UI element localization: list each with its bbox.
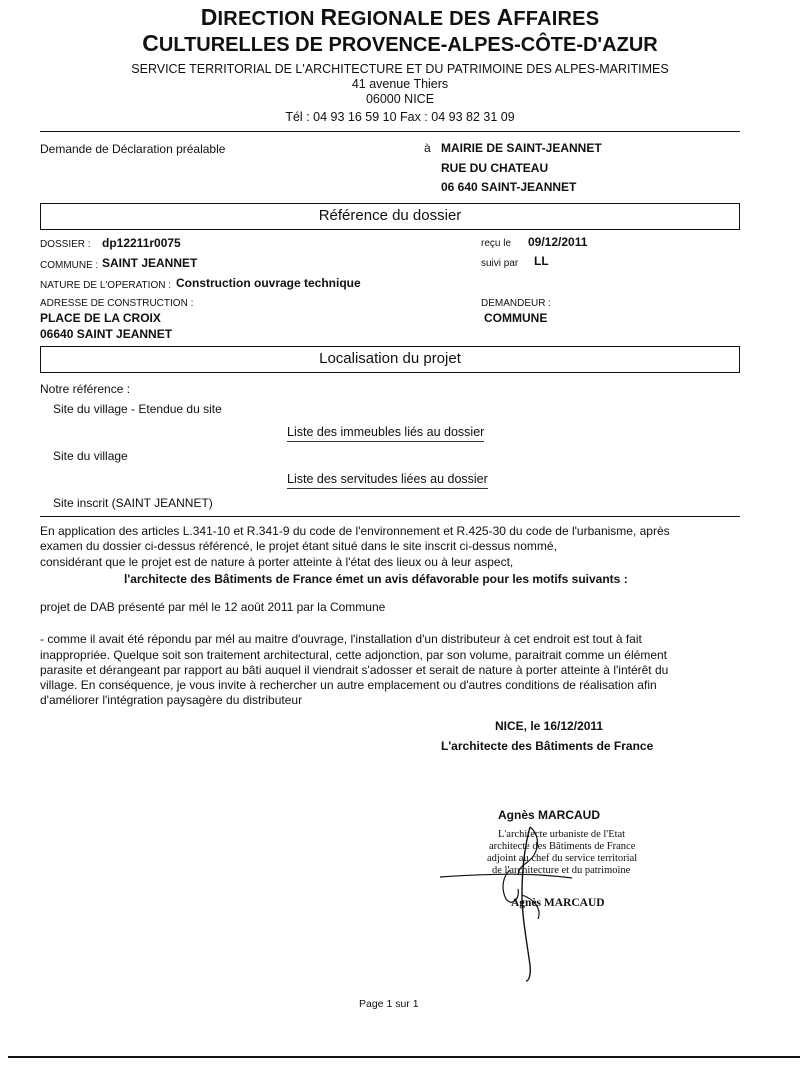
dossier-value: dp12211r0075 bbox=[102, 236, 181, 250]
stamp-line-4: de l'architecture et du patrimoine bbox=[492, 865, 631, 876]
reason-line-3: parasite et dérangeant par rapport au bâti auquel il viendrait s'adosser et serait de nature à porter atteinte à l'intérêt du bbox=[40, 663, 669, 677]
followed-label: suivi par bbox=[481, 258, 519, 269]
received-label: reçu le bbox=[481, 238, 512, 249]
request-type: Demande de Déclaration préalable bbox=[40, 142, 226, 156]
stamp-line-3: adjoint au chef du service territorial bbox=[487, 853, 638, 864]
header-street: 41 avenue Thiers bbox=[351, 77, 449, 91]
body-divider bbox=[40, 516, 740, 517]
applicant-value: COMMUNE bbox=[484, 311, 548, 325]
stamp-line-1: L'architecte urbaniste de l'Etat bbox=[498, 829, 626, 840]
dossier-label: DOSSIER : bbox=[40, 239, 91, 250]
reason-line-4: village. En conséquence, je vous invite à rechercher un autre emplacement ou d'autres conditions de réalisation afin bbox=[40, 678, 657, 692]
application-line-3: considérant que le projet est de nature à porter atteinte à l'état des lieux ou à leur aspect, bbox=[40, 555, 514, 569]
recipient-line2: RUE DU CHATEAU bbox=[441, 161, 549, 175]
address-label: ADRESSE DE CONSTRUCTION : bbox=[40, 298, 194, 309]
nature-label: NATURE DE L'OPERATION : bbox=[40, 280, 172, 291]
dossier-section-title: Référence du dossier bbox=[318, 207, 462, 224]
reason-line-1: - comme il avait été répondu par mél au maitre d'ouvrage, l'installation d'un distributeur à cet endroit est tout à fait bbox=[40, 632, 642, 646]
page-number: Page 1 sur 1 bbox=[359, 998, 419, 1010]
reason-line-5: d'améliorer l'intégration paysagère du distributeur bbox=[40, 693, 303, 707]
recipient-line1: MAIRIE DE SAINT-JEANNET bbox=[441, 141, 602, 155]
our-reference: Notre référence : bbox=[40, 382, 131, 396]
servitudes-list-link[interactable]: Liste des servitudes liées au dossier bbox=[287, 472, 488, 489]
recipient-line3: 06 640 SAINT-JEANNET bbox=[441, 180, 577, 194]
site-2: Site du village bbox=[53, 449, 128, 463]
application-line-1: En application des articles L.341-10 et R.341-9 du code de l'environnement et R.425-30 du code de l'urbanisme, après bbox=[40, 524, 670, 538]
header-divider bbox=[40, 131, 740, 132]
application-line-2: examen du dossier ci-dessus référencé, le projet étant situé dans le site inscrit ci-dessus nommé, bbox=[40, 539, 557, 553]
stamp-name: Agnès MARCAUD bbox=[511, 897, 605, 909]
site-1: Site du village - Etendue du site bbox=[53, 402, 222, 416]
header-title-line2: CULTURELLES DE PROVENCE-ALPES-CÔTE-D'AZUR bbox=[142, 30, 658, 56]
buildings-list-link[interactable]: Liste des immeubles liés au dossier bbox=[287, 425, 484, 442]
commune-label: COMMUNE : bbox=[40, 260, 99, 271]
header-title-line1: DIRECTION REGIONALE DES AFFAIRES bbox=[200, 4, 600, 30]
site-3: Site inscrit (SAINT JEANNET) bbox=[53, 496, 213, 510]
applicant-label: DEMANDEUR : bbox=[481, 298, 552, 309]
project-note: projet de DAB présenté par mél le 12 août 2011 par la Commune bbox=[40, 600, 386, 614]
recipient-prefix: à bbox=[424, 141, 431, 155]
reason-line-2: inappropriée. Quelque soit son traitement architectural, cette adjonction, par son volume, paraitrait comme un élément bbox=[40, 648, 667, 662]
header-service: SERVICE TERRITORIAL DE L'ARCHITECTURE ET DU PATRIMOINE DES ALPES-MARITIMES bbox=[131, 62, 669, 76]
stamp-line-2: architecte des Bâtiments de France bbox=[489, 841, 636, 852]
nature-value: Construction ouvrage technique bbox=[176, 276, 361, 290]
verdict: l'architecte des Bâtiments de France émet un avis défavorable pour les motifs suivants : bbox=[124, 572, 628, 586]
handwritten-signature bbox=[430, 815, 590, 985]
dossier-section-header bbox=[40, 203, 740, 230]
followed-value: LL bbox=[534, 254, 549, 268]
localisation-section-header bbox=[40, 346, 740, 373]
address-line1: PLACE DE LA CROIX bbox=[40, 311, 161, 325]
received-value: 09/12/2011 bbox=[528, 235, 588, 249]
place-date: NICE, le 16/12/2011 bbox=[495, 719, 604, 733]
header-phone: Tél : 04 93 16 59 10 Fax : 04 93 82 31 09 bbox=[285, 110, 515, 124]
signatory-name: Agnès MARCAUD bbox=[498, 808, 600, 822]
signatory-role: L'architecte des Bâtiments de France bbox=[441, 739, 654, 753]
address-line2: 06640 SAINT JEANNET bbox=[40, 327, 173, 341]
footer-edge bbox=[8, 1056, 800, 1058]
commune-value: SAINT JEANNET bbox=[102, 256, 198, 270]
localisation-section-title: Localisation du projet bbox=[319, 350, 461, 367]
header-city: 06000 NICE bbox=[365, 92, 435, 106]
